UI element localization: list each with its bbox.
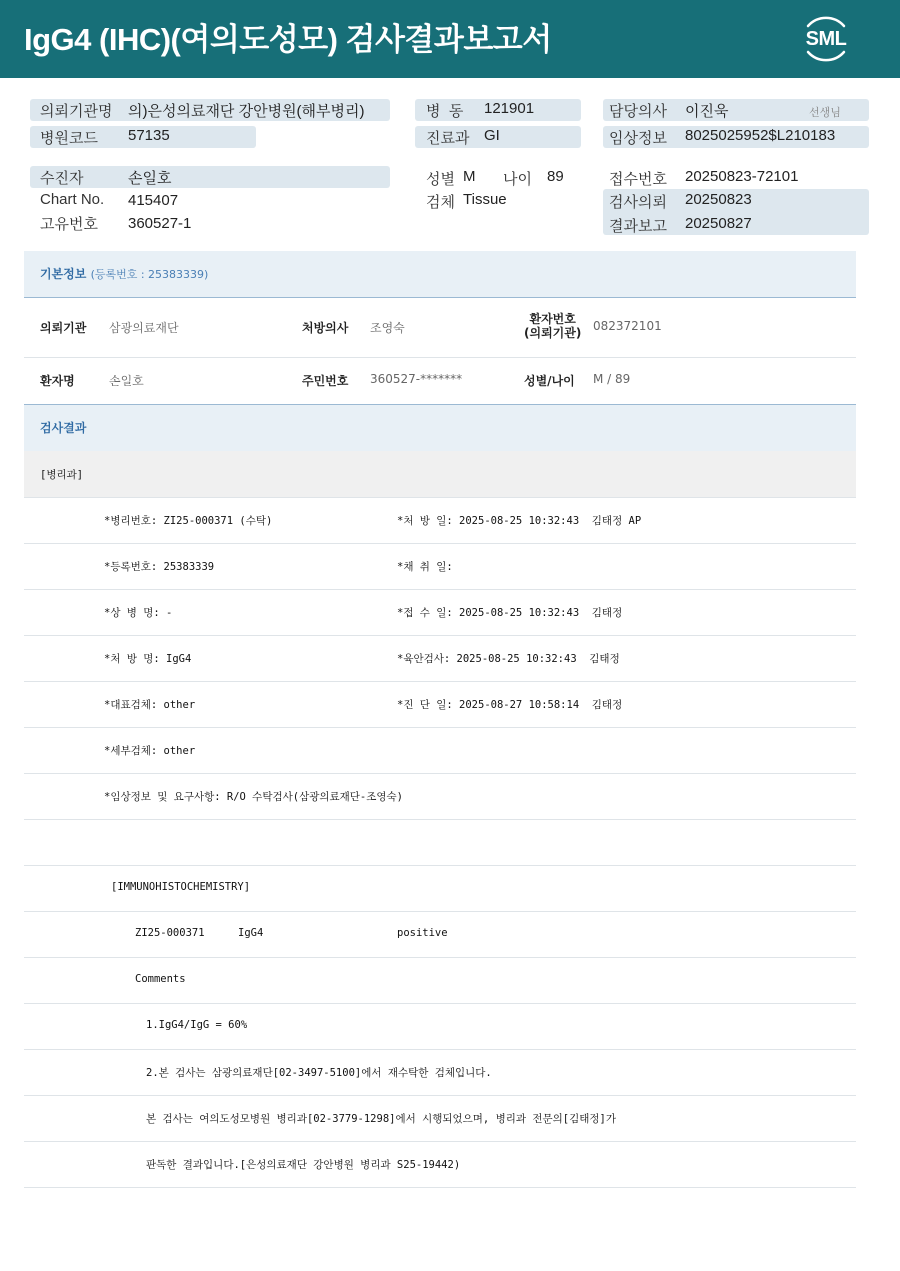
doctor-suffix: 선생님: [809, 106, 841, 119]
age-label: 나이: [503, 171, 532, 188]
ihc-result: positive: [397, 927, 448, 939]
info-sex-age-value: M / 89: [593, 372, 631, 386]
department-heading: [병리과]: [40, 469, 84, 481]
patient-no-label-line1: 환자번호: [529, 312, 576, 326]
specimen-label: 검체: [426, 194, 455, 211]
receipt-label: 접수번호: [609, 171, 667, 188]
clinical-value: 8025025952$L210183: [685, 127, 836, 144]
divider: [24, 681, 856, 682]
divider: [24, 911, 856, 912]
divider: [24, 543, 856, 544]
department-label: 진료과: [426, 130, 470, 147]
registration-subtitle: (등록번호 : 25383339): [90, 268, 209, 281]
basic-info-heading: 기본정보: [40, 267, 87, 281]
divider: [24, 727, 856, 728]
divider: [24, 1187, 856, 1188]
report-value: 20250827: [685, 215, 752, 232]
info-institution-label: 의뢰기관: [40, 321, 87, 335]
patient-no-label-line2: (의뢰기관): [524, 326, 582, 340]
result-right-1: *채 취 일:: [397, 561, 453, 573]
comment-line-1: 1.IgG4/IgG = 60%: [146, 1019, 248, 1031]
info-prescriber-label: 처방의사: [302, 321, 349, 335]
receipt-value: 20250823-72101: [685, 168, 799, 185]
hospital-code-value: 57135: [128, 127, 170, 144]
result-left-2: *상 병 명: -: [104, 607, 173, 619]
age-value: 89: [547, 168, 564, 185]
request-value: 20250823: [685, 191, 752, 208]
info-name-label: 환자명: [40, 374, 75, 388]
info-rrn-label: 주민번호: [302, 374, 349, 388]
info-sex-age-label: 성별/나이: [524, 374, 575, 388]
divider: [24, 589, 856, 590]
report-header: [0, 0, 900, 78]
info-institution-value: 삼광의료재단: [109, 321, 179, 335]
result-right-2: *접 수 일: 2025-08-25 10:32:43 김태정: [397, 607, 623, 619]
chart-value: 415407: [128, 192, 179, 209]
uid-label: 고유번호: [40, 216, 98, 233]
doctor-label: 담당의사: [609, 103, 667, 120]
divider: [24, 297, 856, 298]
uid-value: 360527-1: [128, 215, 192, 232]
ward-value: 121901: [484, 100, 535, 117]
result-right-0: *처 방 일: 2025-08-25 10:32:43 김태정 AP: [397, 515, 642, 527]
divider: [24, 1049, 856, 1050]
department-bar: [24, 451, 856, 497]
clinical-label: 임상정보: [609, 130, 667, 147]
chart-label: Chart No.: [40, 191, 105, 208]
divider: [24, 865, 856, 866]
patient-pill: [30, 166, 390, 188]
ihc-header: [IMMUNOHISTOCHEMISTRY]: [111, 881, 251, 893]
divider: [24, 957, 856, 958]
sml-logo: [796, 12, 856, 66]
info-patient-no-label: [524, 312, 581, 340]
comments-label: Comments: [135, 973, 186, 985]
divider: [24, 819, 856, 820]
divider: [24, 635, 856, 636]
divider: [24, 1141, 856, 1142]
results-title: 검사결과: [40, 421, 87, 435]
hospital-code-label: 병원코드: [40, 130, 98, 147]
divider: [24, 497, 856, 498]
divider: [24, 1003, 856, 1004]
doctor-value: 이진욱: [685, 103, 729, 120]
specimen-value: Tissue: [463, 191, 507, 208]
info-prescriber-value: 조영숙: [370, 321, 405, 335]
divider: [24, 1095, 856, 1096]
logo-text: SML: [805, 28, 847, 50]
info-patient-no-value: 082372101: [593, 319, 662, 333]
ward-label: 병 동: [426, 103, 464, 120]
result-right-3: *육안검사: 2025-08-25 10:32:43 김태정: [397, 653, 620, 665]
comment-line-2: 2.본 검사는 삼광의료재단[02-3497-5100]에서 재수탁한 검체입니다.: [146, 1067, 492, 1079]
institution-value: 의)은성의료재단 강안병원(해부병리): [128, 103, 365, 120]
result-left-0: *병리번호: ZI25-000371 (수탁): [104, 515, 273, 527]
divider: [24, 357, 856, 358]
result-left-6: *임상정보 및 요구사항: R/O 수탁검사(삼광의료재단-조영숙): [104, 791, 404, 803]
patient-label: 수진자: [40, 170, 84, 187]
result-left-1: *등록번호: 25383339: [104, 561, 215, 573]
ihc-test: IgG4: [238, 927, 264, 939]
patient-value: 손일호: [128, 170, 172, 187]
request-label: 검사의뢰: [609, 194, 667, 211]
department-value: GI: [484, 127, 500, 144]
divider: [24, 773, 856, 774]
ihc-id: ZI25-000371: [135, 927, 205, 939]
institution-label: 의뢰기관명: [40, 103, 113, 120]
sex-value: M: [463, 168, 476, 185]
result-left-4: *대표검체: other: [104, 699, 196, 711]
comment-line-4: 판독한 결과입니다.[은성의료재단 강안병원 병리과 S25-19442): [146, 1159, 461, 1171]
result-left-3: *처 방 명: IgG4: [104, 653, 192, 665]
basic-info-title: [40, 265, 208, 282]
sex-label: 성별: [426, 171, 455, 188]
report-label: 결과보고: [609, 218, 667, 235]
info-name-value: 손일호: [109, 374, 144, 388]
results-bar: [24, 405, 856, 451]
report-title: IgG4 (IHC)(여의도성모) 검사결과보고서: [24, 22, 552, 57]
result-right-4: *진 단 일: 2025-08-27 10:58:14 김태정: [397, 699, 623, 711]
info-rrn-value: 360527-*******: [370, 372, 463, 386]
comment-line-3: 본 검사는 여의도성모병원 병리과[02-3779-1298]에서 시행되었으며, 병리과 전문의[김태정]가: [146, 1113, 616, 1125]
result-left-5: *세부검체: other: [104, 745, 196, 757]
